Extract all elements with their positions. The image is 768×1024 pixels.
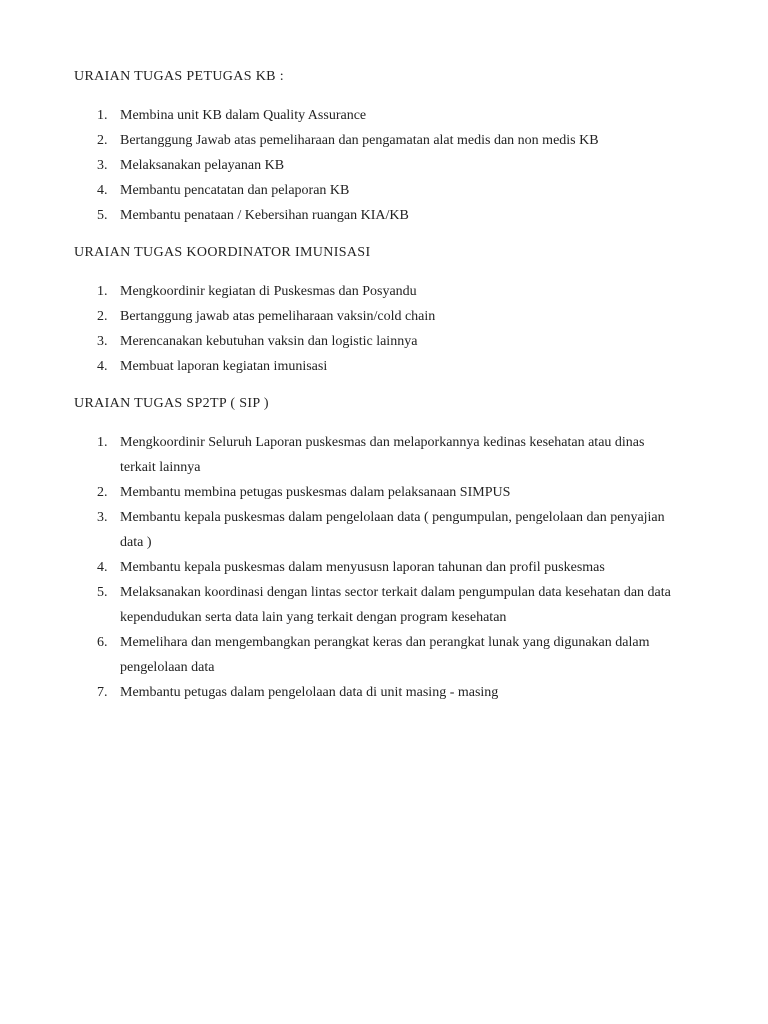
list-text: Membuat laporan kegiatan imunisasi — [120, 359, 328, 374]
section-title: URAIAN TUGAS SP2TP ( SIP ) — [74, 396, 269, 411]
list-item — [74, 128, 694, 153]
list-number: 4. — [97, 359, 108, 374]
list-item — [74, 203, 694, 228]
list-item — [74, 430, 694, 480]
list-text: Merencanakan kebutuhan vaksin dan logistic lainnya — [120, 334, 418, 349]
list-text: Membantu membina petugas puskesmas dalam pelaksanaan SIMPUS — [120, 485, 511, 500]
list-text: Bertanggung jawab atas pemeliharaan vaksin/cold chain — [120, 309, 436, 324]
list-text: Melaksanakan koordinasi dengan lintas sector terkait dalam pengumpulan data kesehatan dan data kependudukan serta data lain yang terkait dengan program kesehatan — [120, 585, 671, 625]
list-number: 5. — [97, 585, 108, 600]
section-title: URAIAN TUGAS PETUGAS KB : — [74, 69, 284, 84]
list-number: 7. — [97, 685, 108, 700]
list-text: Membina unit KB dalam Quality Assurance — [120, 108, 367, 123]
list-number: 3. — [97, 158, 108, 173]
list-item — [74, 680, 694, 705]
list-number: 4. — [97, 183, 108, 198]
list-text: Melaksanakan pelayanan KB — [120, 158, 285, 173]
list-number: 2. — [97, 133, 108, 148]
numbered-list — [74, 103, 694, 228]
document-content — [74, 67, 694, 705]
numbered-list — [74, 279, 694, 379]
list-item — [74, 480, 694, 505]
section-sp2tp-sip — [74, 394, 694, 705]
list-text: Mengkoordinir Seluruh Laporan puskesmas dan melaporkannya kedinas kesehatan atau dinas terkait lainnya — [120, 435, 645, 475]
list-text: Membantu pencatatan dan pelaporan KB — [120, 183, 350, 198]
list-text: Membantu penataan / Kebersihan ruangan KIA/KB — [120, 208, 409, 223]
list-item — [74, 354, 694, 379]
list-number: 5. — [97, 208, 108, 223]
list-number: 4. — [97, 560, 108, 575]
list-text: Membantu kepala puskesmas dalam menyususn laporan tahunan dan profil puskesmas — [120, 560, 605, 575]
numbered-list — [74, 430, 694, 705]
list-item — [74, 153, 694, 178]
list-text: Memelihara dan mengembangkan perangkat keras dan perangkat lunak yang digunakan dalam pengelolaan data — [120, 635, 650, 675]
list-item — [74, 555, 694, 580]
list-text: Membantu petugas dalam pengelolaan data di unit masing - masing — [120, 685, 499, 700]
section-title: URAIAN TUGAS KOORDINATOR IMUNISASI — [74, 245, 371, 260]
list-item — [74, 329, 694, 354]
list-text: Mengkoordinir kegiatan di Puskesmas dan Posyandu — [120, 284, 417, 299]
list-number: 2. — [97, 485, 108, 500]
list-text: Membantu kepala puskesmas dalam pengelolaan data ( pengumpulan, pengelolaan dan penyajian data ) — [120, 510, 665, 550]
list-number: 1. — [97, 435, 108, 450]
list-item — [74, 103, 694, 128]
list-number: 3. — [97, 334, 108, 349]
list-item — [74, 505, 694, 555]
list-number: 6. — [97, 635, 108, 650]
section-koordinator-imunisasi — [74, 243, 694, 379]
section-petugas-kb — [74, 67, 694, 228]
list-item — [74, 279, 694, 304]
list-item — [74, 630, 694, 680]
list-text: Bertanggung Jawab atas pemeliharaan dan pengamatan alat medis dan non medis KB — [120, 133, 599, 148]
list-number: 1. — [97, 108, 108, 123]
list-item — [74, 580, 694, 630]
list-number: 1. — [97, 284, 108, 299]
list-item — [74, 178, 694, 203]
list-number: 3. — [97, 510, 108, 525]
list-number: 2. — [97, 309, 108, 324]
list-item — [74, 304, 694, 329]
